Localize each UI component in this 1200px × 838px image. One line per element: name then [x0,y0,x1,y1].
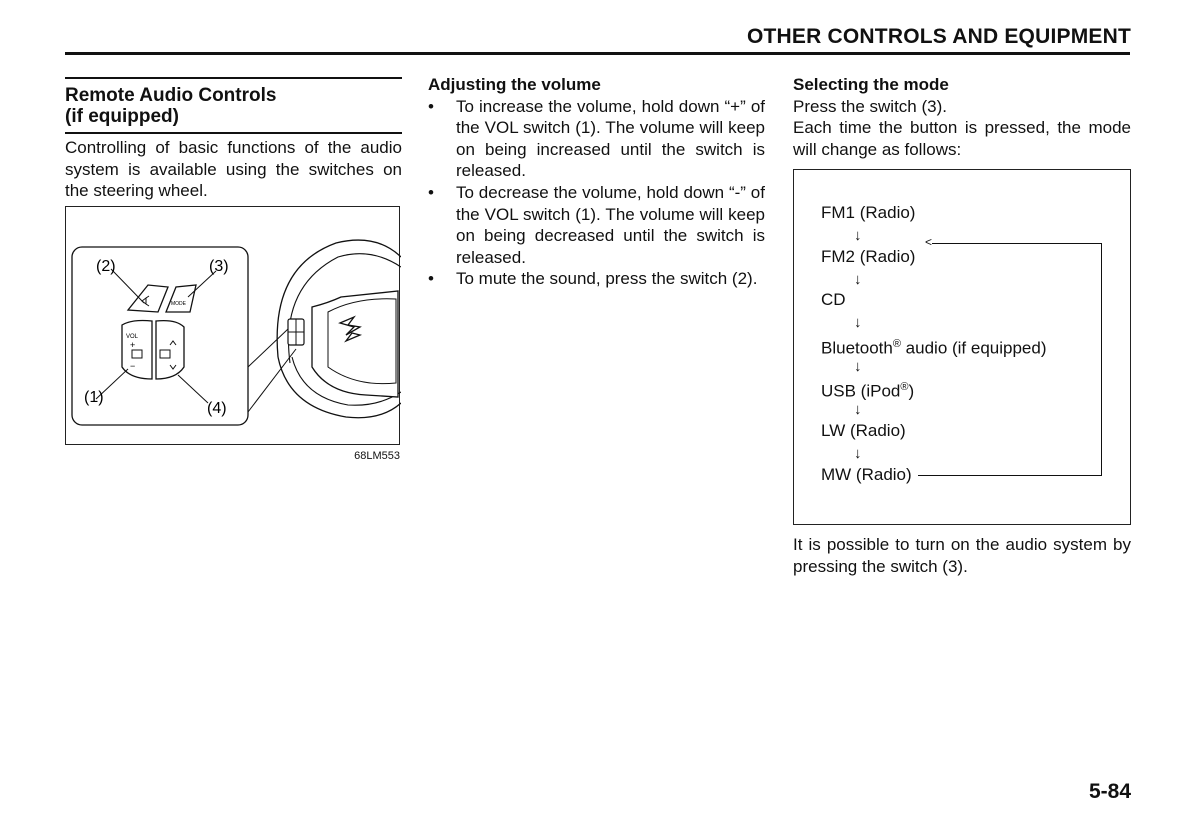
mode-switch [166,285,196,312]
section-rule-top [65,77,402,79]
mode-item-bluetooth [821,334,1047,359]
usb-suffix: ) [908,381,915,401]
steering-hub [312,291,398,397]
steering-wheel-figure [65,206,400,445]
vol-plus-label: + [130,340,136,350]
down-arrow-icon: ↓ [854,314,862,331]
down-arrow-icon: ↓ [854,401,862,418]
callout-1: (1) [84,389,104,406]
header-rule [65,52,1130,55]
list-item [428,96,765,182]
down-arrow-icon: ↓ [854,271,862,288]
registered-mark: ® [892,338,901,350]
mute-switch [128,285,168,312]
list-item [428,182,765,268]
callout-line-2 [111,269,144,303]
cycle-line-bottom [918,475,1102,476]
mode-line1: Press the switch (3). [793,96,947,116]
volume-bullet-text: To increase the volume, hold down “+” of the VOL switch (1). The volume will keep on being increased until the switch is released. [456,96,765,181]
section-rule-bottom [65,132,402,134]
cycle-line-top [932,243,1102,244]
callout-line-4 [178,375,208,403]
registered-mark: ® [900,381,909,393]
steering-wheel [277,240,401,418]
zoom-connector-bottom [248,349,296,412]
down-arrow-icon: ↓ [854,227,862,244]
page-number: 5-84 [1088,780,1131,803]
down-arrow-icon: ↓ [854,445,862,462]
mode-switch-label: MODE [171,301,186,307]
down-arrow-icon: ↓ [854,358,862,375]
bluetooth-suffix: audio (if equipped) [900,338,1047,358]
cycle-line-right [1101,243,1102,476]
mode-item-fm2: FM2 (Radio) [821,247,916,266]
section-title-line1: Remote Audio Controls [65,85,277,106]
mode-cycle-box [793,169,1131,525]
section-title-line2: (if equipped) [65,106,179,127]
column-volume [428,74,765,290]
column-mode [793,74,1131,160]
usb-text: USB (iPod [821,381,901,401]
volume-bullet-text: To decrease the volume, hold down “-” of the VOL switch (1). The volume will keep on being decreased until the switch is released. [456,182,765,267]
mode-item-fm1: FM1 (Radio) [821,203,916,222]
volume-bullet-text: To mute the sound, press the switch (2). [456,269,758,289]
bullet-dot: • [428,269,434,289]
volume-list [428,96,765,290]
mode-closing-text: It is possible to turn on the audio system by pressing the switch (3). [793,535,1131,576]
list-item [428,268,765,290]
vol-minus-label: − [130,361,136,371]
figure-code: 68LM553 [354,450,400,462]
callout-4: (4) [207,400,227,417]
page-header-title: OTHER CONTROLS AND EQUIPMENT [747,25,1131,48]
column-remote-audio [65,77,402,202]
mode-item-lw: LW (Radio) [821,421,906,440]
volume-title: Adjusting the volume [428,75,601,94]
mode-line2: Each time the button is pressed, the mode will change as follows: [793,118,1131,159]
callout-3: (3) [209,258,229,275]
bullet-dot: • [428,182,434,202]
steering-wheel-illustration [66,207,401,446]
section-title [65,85,402,127]
section-intro: Controlling of basic functions of the audio system is available using the switches on the steering wheel. [65,138,402,201]
mode-item-mw: MW (Radio) [821,465,912,484]
mode-item-usb [821,377,914,402]
zoom-connector-top [248,329,288,367]
bullet-dot: • [428,96,434,116]
left-arrow-icon: < [925,235,933,249]
callout-2: (2) [96,258,116,275]
bluetooth-text: Bluetooth [821,338,893,358]
mode-item-cd: CD [821,290,846,309]
vol-switch-label: VOL [126,334,139,340]
mode-title: Selecting the mode [793,75,949,94]
